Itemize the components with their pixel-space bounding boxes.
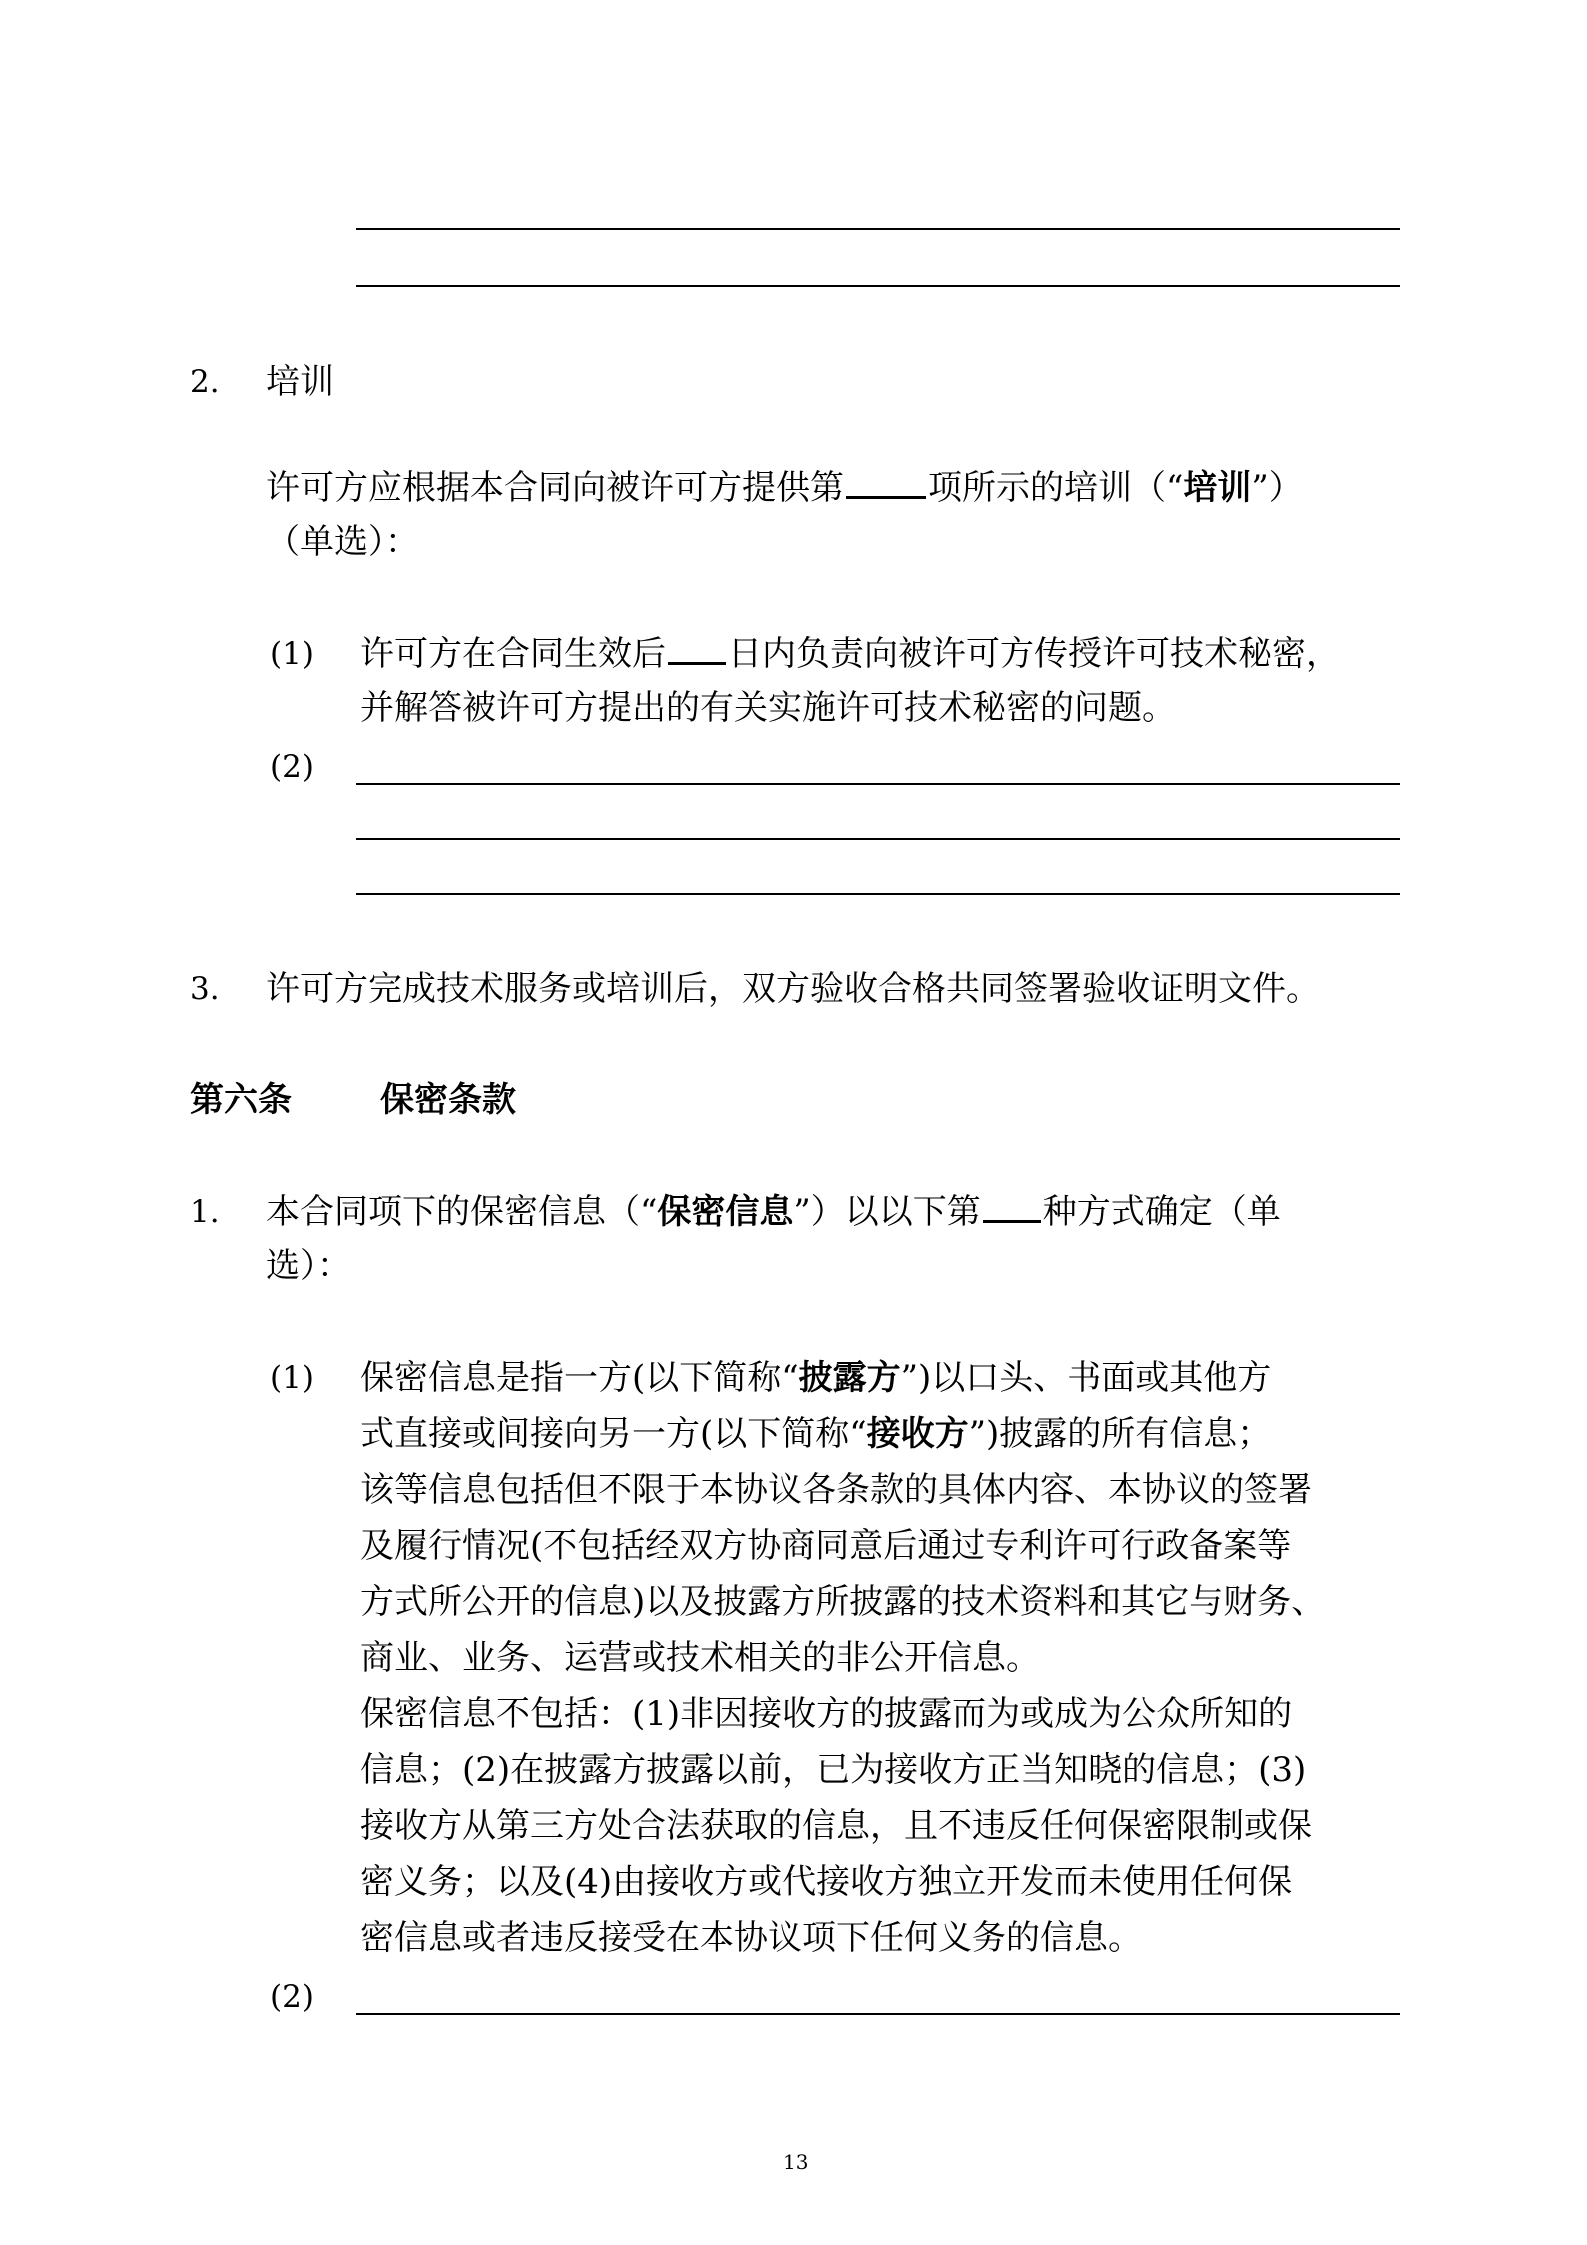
- option-label: (2): [270, 749, 314, 785]
- paragraph-line: [266, 1185, 1281, 1239]
- text-run: ”）以以下第: [793, 1192, 981, 1232]
- paragraph-line: 选）：: [266, 1246, 351, 1286]
- option-label: (2): [270, 1979, 314, 2015]
- paragraph-line: （单选）：: [266, 522, 419, 562]
- paragraph-line: 商业、业务、运营或技术相关的非公开信息。: [360, 1638, 1040, 1678]
- text-run: 项所示的培训（“: [928, 468, 1184, 508]
- text-run: 日内负责向被许可方传授许可技术秘密，: [728, 634, 1340, 674]
- text-run: 本合同项下的保密信息（“: [266, 1192, 658, 1232]
- option-label: (1): [270, 1360, 314, 1396]
- section-number: 3.: [190, 971, 220, 1007]
- text-run: ”)披露的所有信息；: [968, 1414, 1272, 1454]
- defined-term: 接收方: [866, 1414, 969, 1454]
- section-title: 培训: [266, 362, 334, 402]
- option-label: (1): [270, 636, 314, 672]
- paragraph-line: 许可方完成技术服务或培训后，双方验收合格共同签署验收证明文件。: [266, 969, 1320, 1009]
- page-number: 13: [783, 2150, 809, 2174]
- paragraph-line: [360, 627, 1340, 681]
- article-title: 保密条款: [380, 1080, 516, 1120]
- text-run: 许可方应根据本合同向被许可方提供第: [266, 468, 844, 508]
- paragraph-line: 并解答被许可方提出的有关实施许可技术秘密的问题。: [360, 688, 1176, 728]
- article-number: 第六条: [190, 1080, 292, 1120]
- fill-in-blank: [668, 628, 726, 665]
- text-run: 种方式确定（单: [1042, 1192, 1281, 1232]
- paragraph-line: 及履行情况(不包括经双方协商同意后通过专利许可行政备案等: [360, 1526, 1292, 1566]
- paragraph-line: 密义务；以及(4)由接收方或代接收方独立开发而未使用任何保: [360, 1862, 1293, 1902]
- paragraph-line: 信息；(2)在披露方披露以前，已为接收方正当知晓的信息；(3): [360, 1750, 1307, 1790]
- text-run: 式直接或间接向另一方(以下简称“: [360, 1414, 867, 1454]
- blank-line: [356, 228, 1400, 230]
- blank-line: [356, 838, 1400, 840]
- blank-line: [356, 893, 1400, 895]
- blank-line: [356, 2013, 1400, 2015]
- section-number: 2.: [190, 364, 220, 400]
- paragraph-line: [360, 1351, 1271, 1405]
- paragraph-line: 方式所公开的信息)以及披露方所披露的技术资料和其它与财务、: [360, 1582, 1326, 1622]
- paragraph-line: 密信息或者违反接受在本协议项下任何义务的信息。: [360, 1918, 1142, 1958]
- fill-in-blank: [846, 462, 926, 499]
- paragraph-line: [360, 1407, 1271, 1461]
- text-run: ”）: [1251, 468, 1303, 508]
- text-run: 保密信息是指一方(以下简称“: [360, 1358, 799, 1398]
- text-run: ”)以口头、书面或其他方: [900, 1358, 1272, 1398]
- clause-number: 1.: [190, 1194, 220, 1230]
- paragraph-line: [266, 461, 1303, 515]
- blank-line: [356, 285, 1400, 287]
- paragraph-line: 接收方从第三方处合法获取的信息，且不违反任何保密限制或保: [360, 1806, 1312, 1846]
- paragraph-line: 保密信息不包括：(1)非因接收方的披露而为或成为公众所知的: [360, 1694, 1293, 1734]
- defined-term: 培训: [1183, 468, 1252, 508]
- defined-term: 保密信息: [657, 1192, 794, 1232]
- paragraph-line: 该等信息包括但不限于本协议各条款的具体内容、本协议的签署: [360, 1470, 1312, 1510]
- defined-term: 披露方: [798, 1358, 901, 1398]
- fill-in-blank: [983, 1186, 1041, 1223]
- blank-line: [356, 783, 1400, 785]
- text-run: 许可方在合同生效后: [360, 634, 666, 674]
